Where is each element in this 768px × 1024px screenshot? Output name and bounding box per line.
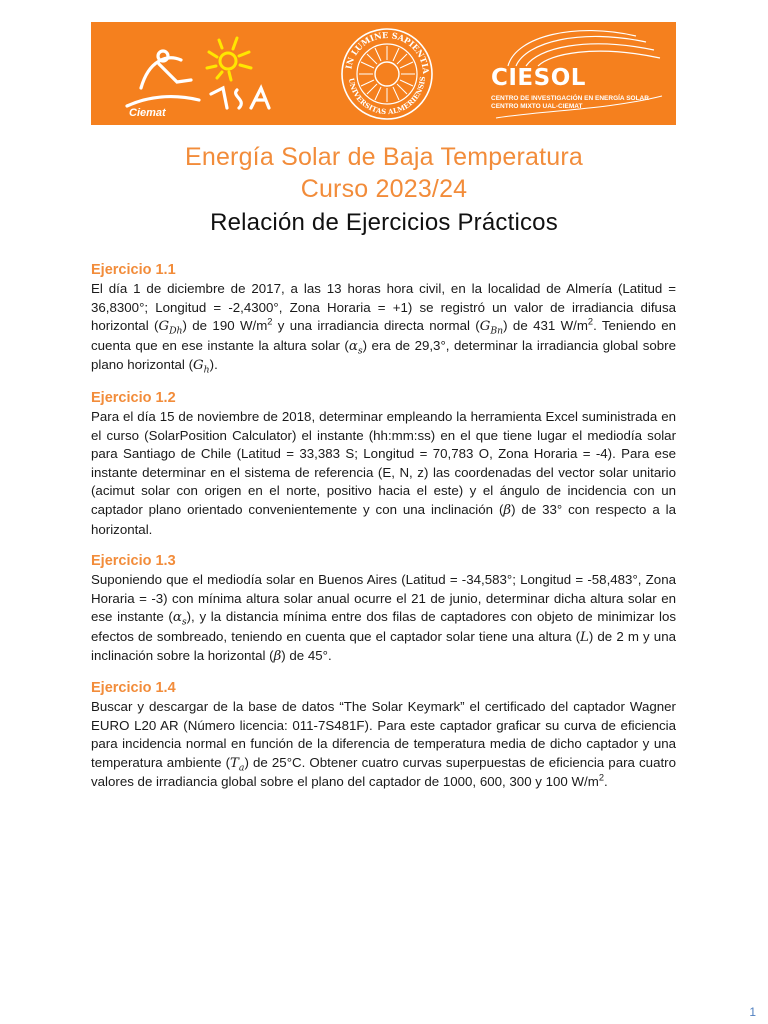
exercise-heading: Ejercicio 1.4	[91, 680, 176, 696]
exercise-heading: Ejercicio 1.3	[91, 553, 176, 569]
course-title: Energía Solar de Baja Temperatura	[184, 143, 584, 171]
exercise-1-1	[91, 261, 676, 376]
ciesol-line2: CENTRO MIXTO UAL-CIEMAT	[491, 103, 583, 110]
ciemat-psa-logo	[119, 30, 279, 118]
header-banner	[91, 22, 676, 125]
course-year: Curso 2023/24	[300, 175, 468, 203]
exercise-1-2	[91, 389, 676, 539]
svg-text:IN LUMINE SAPIENTIA: IN LUMINE SAPIENTIA	[343, 29, 432, 75]
exercise-text: El día 1 de diciembre de 2017, a las 13 horas hora civil, en la localidad de Almería (Latitud = 36,8300°; Longitud = -2,4300°, Zona Horaria = +1) se registró un valor de irradiancia difusa horizontal $(G_{Dh})$ de 190 $W/m^2$ y una irradiancia directa normal $(G_{Bn})$ de 431 $W/m^2$. Teniendo en cuenta que en ese instante la altura solar $(\alpha_s)$ era de 29,3°, determinar la irradiancia global sobre plano horizontal $(G_h)$.	[91, 281, 677, 377]
exercise-1-3	[91, 552, 676, 667]
exercise-text: Buscar y descargar de la base de datos “The Solar Keymark” el certificado del captador Wagner EURO L20 AR (Número licencia: 011-7S481F). Para este captador graficar su curva de eficiencia para incidencia normal en función de la diferencia de temperatura media de dicho captador y una temperatura ambiente $(T_a)$ de 25°C. Obtener cuatro curvas superpuestas de eficiencia para cuatro valores de irradiancia global sobre el plano del captador de 1000, 600, 300 y 100 $W/m^2$.	[91, 699, 676, 790]
svg-text:UNIVERSITAS ALMERIENSIS: UNIVERSITAS ALMERIENSIS	[346, 75, 428, 117]
ciesol-name: CIESOL	[491, 65, 586, 91]
university-seal	[339, 26, 435, 122]
exercise-text: Para el día 15 de noviembre de 2018, determinar empleando la herramienta Excel suministrada en el curso (SolarPosition Calculator) el instante (hh:mm:ss) en el que tiene lugar el mediodía solar para Santiago de Chile (Latitud = 33,383 S; Longitud = 70,783 O, Zona Horaria = -4). Para ese instante determinar en el sistema de referencia (E, N, z) las coordenadas del vector solar unitario (acimut solar con origen en el norte, positivo hacia el este) y el ángulo de incidencia con un captador plano orientado convenientemente y con una inclinación (β) de 33° con respecto a la horizontal.	[91, 409, 676, 537]
exercise-list-title: Relación de Ejercicios Prácticos	[210, 209, 558, 236]
document-title	[0, 141, 768, 241]
exercise-heading: Ejercicio 1.1	[91, 262, 176, 278]
page-number: 1	[749, 1005, 756, 1019]
exercise-1-4	[91, 679, 676, 792]
exercise-heading: Ejercicio 1.2	[91, 390, 176, 406]
exercise-text: Suponiendo que el mediodía solar en Buenos Aires (Latitud = -34,583°; Longitud = -58,483°, Zona Horaria = -3) con mínima altura solar anual ocurre el 21 de junio, determinar dicha altura solar en ese instante $(\alpha_s)$, y la distancia mínima entre dos filas de captadores con objeto de minimizar los efectos de sombreado, teniendo en cuenta que el captador solar tiene una altura (L) de 2 m y una inclinación sobre la horizontal (β) de 45°.	[91, 572, 676, 665]
svg-text:Ciemat: Ciemat	[129, 107, 166, 118]
ciesol-subtitle	[491, 95, 649, 111]
ciesol-line1: CENTRO DE INVESTIGACIÓN EN ENERGÍA SOLAR	[491, 95, 649, 102]
